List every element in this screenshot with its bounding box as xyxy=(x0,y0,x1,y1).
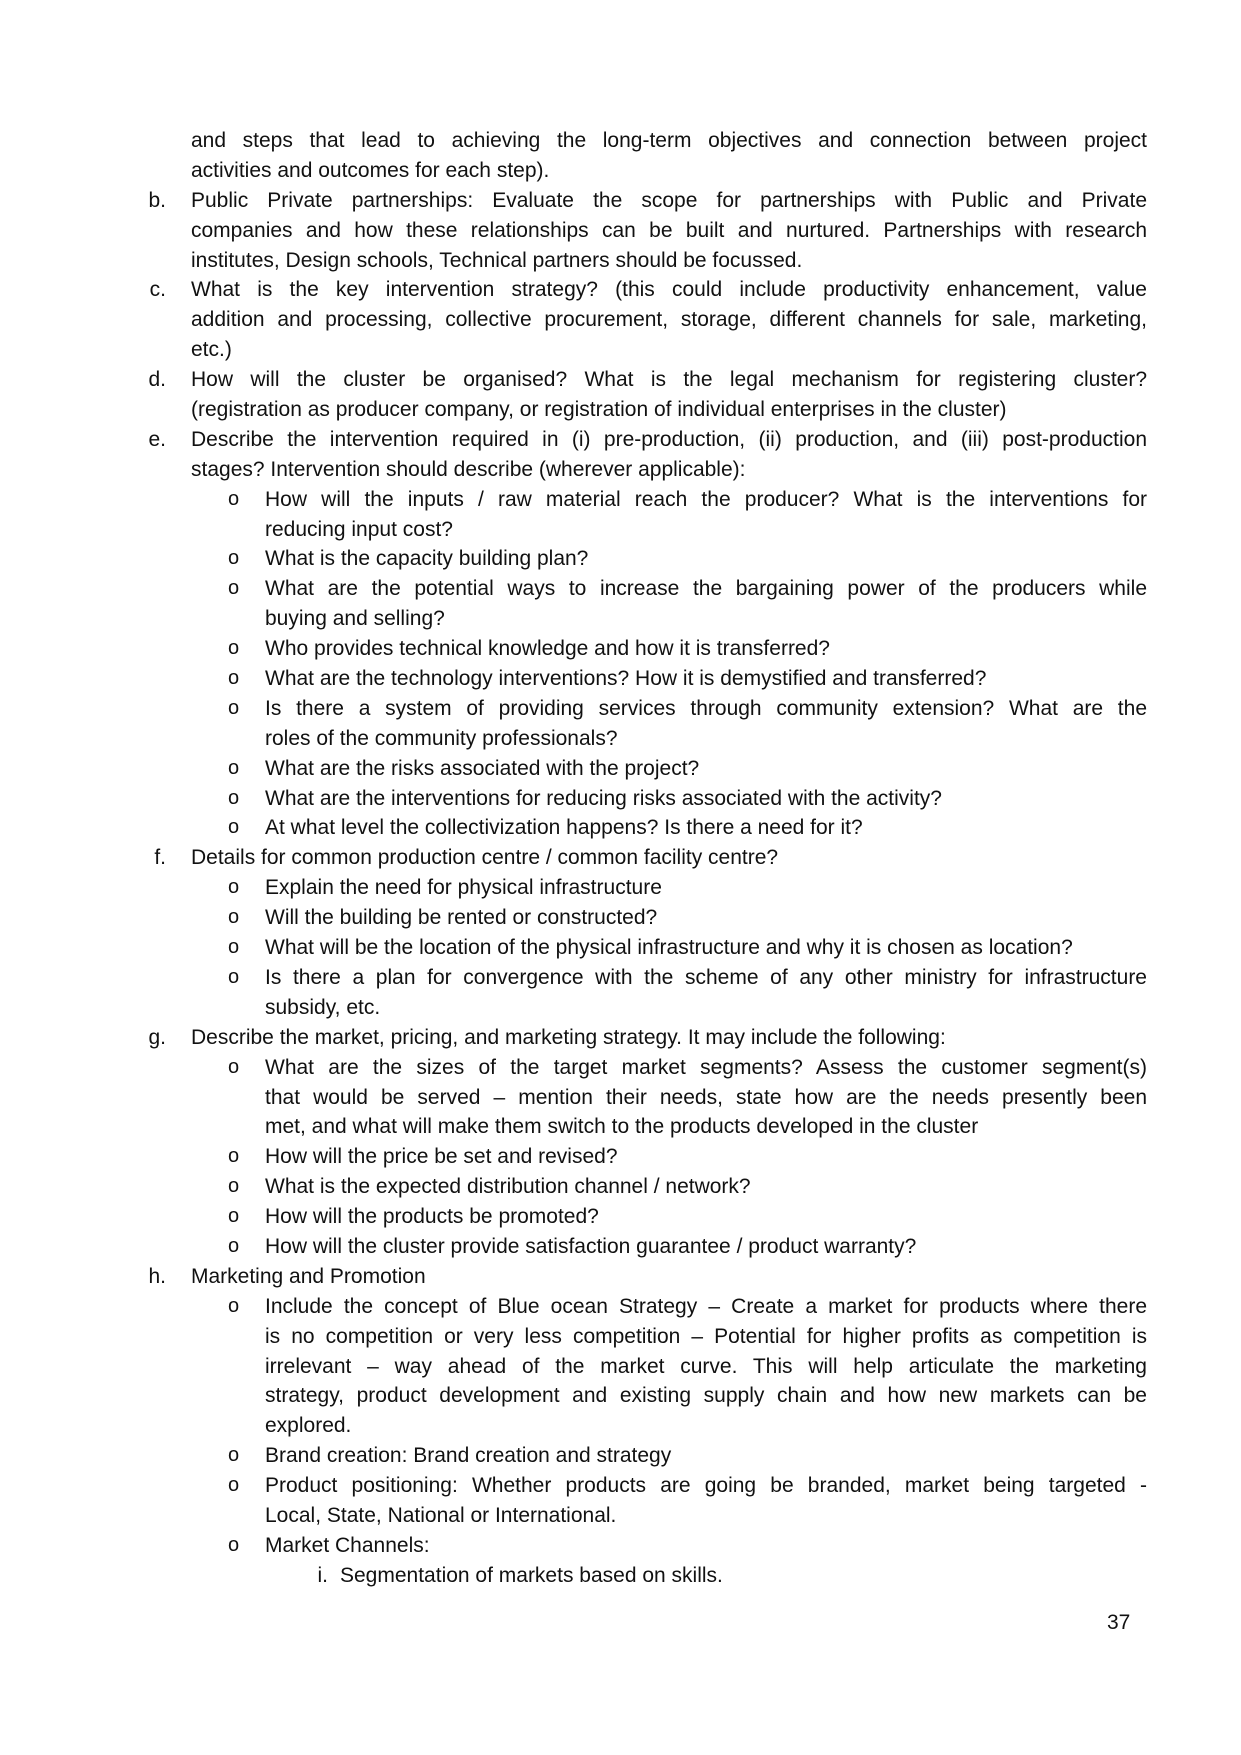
text-line xyxy=(0,425,1241,455)
text-line xyxy=(0,186,1241,216)
line-text: Segmentation of markets based on skills. xyxy=(340,1563,723,1587)
sub-list-item xyxy=(0,933,1241,963)
bullet-marker: o xyxy=(228,1474,240,1497)
line-text: How will the price be set and revised? xyxy=(265,1145,618,1169)
line-text: strategy, product development and existing supply chain and how new markets can be xyxy=(265,1384,1147,1408)
sub-list-item xyxy=(0,1142,1241,1172)
bullet-marker: o xyxy=(228,1533,240,1556)
line-text: Is there a system of providing services through community extension? What are the xyxy=(265,696,1147,720)
sub-list-item xyxy=(0,784,1241,814)
list-marker: i. xyxy=(317,1563,328,1587)
line-text: that would be served – mention their needs, state how are the needs presently been xyxy=(265,1085,1147,1109)
text-line xyxy=(0,335,1241,365)
line-text: addition and processing, collective procurement, storage, different channels for sale, marketing, xyxy=(191,308,1147,332)
list-item xyxy=(0,186,1241,276)
list-marker: d. xyxy=(148,368,166,392)
text-line xyxy=(0,933,1241,963)
bullet-marker: o xyxy=(228,936,240,959)
text-line xyxy=(0,126,1241,156)
bullet-marker: o xyxy=(228,756,240,779)
line-text: companies and how these relationships can be built and nurtured. Partnerships with research xyxy=(191,218,1147,242)
text-line xyxy=(0,246,1241,276)
sub-list-item xyxy=(0,1471,1241,1531)
list-marker: g. xyxy=(148,1025,166,1049)
line-text: stages? Intervention should describe (wherever applicable): xyxy=(191,457,746,481)
text-line xyxy=(0,1411,1241,1441)
list-marker: c. xyxy=(149,278,166,302)
list-marker: e. xyxy=(148,427,166,451)
line-text: How will the cluster provide satisfaction guarantee / product warranty? xyxy=(265,1234,917,1258)
sub-sub-list-item xyxy=(0,1561,1241,1591)
line-text: explored. xyxy=(265,1414,352,1438)
list-item xyxy=(0,126,1241,186)
text-line xyxy=(0,574,1241,604)
bullet-marker: o xyxy=(228,1205,240,1228)
line-text: What are the sizes of the target market segments? Assess the customer segment(s) xyxy=(265,1055,1147,1079)
line-text: What are the potential ways to increase the bargaining power of the producers while xyxy=(265,577,1147,601)
line-text: What are the technology interventions? How it is demystified and transferred? xyxy=(265,667,987,691)
line-text: Marketing and Promotion xyxy=(191,1264,426,1288)
text-line xyxy=(0,873,1241,903)
bullet-marker: o xyxy=(228,906,240,929)
bullet-marker: o xyxy=(228,786,240,809)
text-line xyxy=(0,1142,1241,1172)
list-item xyxy=(0,275,1241,365)
document-body xyxy=(0,126,1241,1591)
sub-list-item xyxy=(0,963,1241,1023)
bullet-marker: o xyxy=(228,1145,240,1168)
line-text: subsidy, etc. xyxy=(265,995,381,1019)
sub-list-item xyxy=(0,1441,1241,1471)
line-text: irrelevant – way ahead of the market curve. This will help articulate the marketing xyxy=(265,1354,1147,1378)
text-line xyxy=(0,993,1241,1023)
text-line xyxy=(0,903,1241,933)
text-line xyxy=(0,843,1241,873)
text-line xyxy=(0,216,1241,246)
bullet-marker: o xyxy=(228,577,240,600)
line-text: What are the risks associated with the project? xyxy=(265,756,700,780)
bullet-marker: o xyxy=(228,637,240,660)
text-line xyxy=(0,634,1241,664)
sub-list-item xyxy=(0,1172,1241,1202)
line-text: Local, State, National or International. xyxy=(265,1503,617,1527)
line-text: roles of the community professionals? xyxy=(265,726,618,750)
line-text: etc.) xyxy=(191,338,232,362)
text-line xyxy=(0,664,1241,694)
list-item xyxy=(0,425,1241,485)
text-line xyxy=(0,784,1241,814)
bullet-marker: o xyxy=(228,1234,240,1257)
text-line xyxy=(0,1112,1241,1142)
line-text: is no competition or very less competition – Potential for higher profits as competition is xyxy=(265,1324,1147,1348)
text-line xyxy=(0,1352,1241,1382)
text-line xyxy=(0,305,1241,335)
list-item xyxy=(0,843,1241,873)
bullet-marker: o xyxy=(228,547,240,570)
line-text: How will the cluster be organised? What is the legal mechanism for registering cluster? xyxy=(191,368,1147,392)
text-line xyxy=(0,485,1241,515)
page-number: 37 xyxy=(1107,1611,1131,1634)
line-text: At what level the collectivization happens? Is there a need for it? xyxy=(265,816,863,840)
text-line xyxy=(0,1172,1241,1202)
text-line xyxy=(0,1381,1241,1411)
line-text: Market Channels: xyxy=(265,1533,430,1557)
text-line xyxy=(0,724,1241,754)
sub-list-item xyxy=(0,1202,1241,1232)
text-line xyxy=(0,1471,1241,1501)
sub-list-item xyxy=(0,485,1241,545)
sub-list-item xyxy=(0,873,1241,903)
text-line xyxy=(0,1441,1241,1471)
line-text: institutes, Design schools, Technical partners should be focussed. xyxy=(191,248,803,272)
line-text: What is the key intervention strategy? (this could include productivity enhancement, value xyxy=(191,278,1147,302)
text-line xyxy=(0,694,1241,724)
text-line xyxy=(0,275,1241,305)
line-text: What are the interventions for reducing risks associated with the activity? xyxy=(265,786,942,810)
bullet-marker: o xyxy=(228,1055,240,1078)
line-text: Describe the market, pricing, and marketing strategy. It may include the following: xyxy=(191,1025,946,1049)
text-line xyxy=(0,1262,1241,1292)
text-line xyxy=(0,1531,1241,1561)
bullet-marker: o xyxy=(228,1444,240,1467)
line-text: How will the inputs / raw material reach the producer? What is the interventions for xyxy=(265,487,1147,511)
line-text: Will the building be rented or constructed? xyxy=(265,906,658,930)
line-text: Brand creation: Brand creation and strategy xyxy=(265,1444,672,1468)
text-line xyxy=(0,544,1241,574)
list-item xyxy=(0,1262,1241,1292)
line-text: Include the concept of Blue ocean Strategy – Create a market for products where there xyxy=(265,1294,1147,1318)
text-line xyxy=(0,1053,1241,1083)
sub-list-item xyxy=(0,903,1241,933)
list-item xyxy=(0,365,1241,425)
bullet-marker: o xyxy=(228,487,240,510)
line-text: activities and outcomes for each step). xyxy=(191,158,550,182)
list-marker: f. xyxy=(154,846,166,870)
sub-list-item xyxy=(0,694,1241,754)
line-text: Public Private partnerships: Evaluate the scope for partnerships with Public and Private xyxy=(191,188,1147,212)
bullet-marker: o xyxy=(228,696,240,719)
line-text: Describe the intervention required in (i) pre-production, (ii) production, and (iii) post-production xyxy=(191,427,1147,451)
sub-list-item xyxy=(0,664,1241,694)
line-text: Who provides technical knowledge and how it is transferred? xyxy=(265,637,830,661)
text-line xyxy=(0,1322,1241,1352)
bullet-marker: o xyxy=(228,1294,240,1317)
list-marker: b. xyxy=(148,188,166,212)
text-line xyxy=(0,156,1241,186)
line-text: reducing input cost? xyxy=(265,517,453,541)
line-text: Is there a plan for convergence with the scheme of any other ministry for infrastructure xyxy=(265,965,1147,989)
sub-list-item xyxy=(0,754,1241,784)
text-line xyxy=(0,1202,1241,1232)
bullet-marker: o xyxy=(228,1175,240,1198)
text-line xyxy=(0,813,1241,843)
line-text: Details for common production centre / common facility centre? xyxy=(191,846,779,870)
text-line xyxy=(0,754,1241,784)
text-line xyxy=(0,1023,1241,1053)
text-line xyxy=(0,395,1241,425)
line-text: What is the expected distribution channel / network? xyxy=(265,1175,751,1199)
bullet-marker: o xyxy=(228,965,240,988)
line-text: (registration as producer company, or registration of individual enterprises in the cluster) xyxy=(191,398,1007,422)
list-marker: h. xyxy=(148,1264,166,1288)
bullet-marker: o xyxy=(228,876,240,899)
sub-list-item xyxy=(0,1053,1241,1143)
bullet-marker: o xyxy=(228,816,240,839)
sub-list-item xyxy=(0,1292,1241,1441)
text-line xyxy=(0,1561,1241,1591)
line-text: How will the products be promoted? xyxy=(265,1205,599,1229)
line-text: buying and selling? xyxy=(265,607,445,631)
text-line xyxy=(0,515,1241,545)
sub-list-item xyxy=(0,813,1241,843)
text-line xyxy=(0,1292,1241,1322)
sub-list-item xyxy=(0,1232,1241,1262)
text-line xyxy=(0,1083,1241,1113)
line-text: Explain the need for physical infrastructure xyxy=(265,876,662,900)
text-line xyxy=(0,1501,1241,1531)
sub-list-item xyxy=(0,1531,1241,1561)
sub-list-item xyxy=(0,634,1241,664)
sub-list-item xyxy=(0,574,1241,634)
text-line xyxy=(0,455,1241,485)
line-text: and steps that lead to achieving the long-term objectives and connection between project xyxy=(191,129,1147,152)
text-line xyxy=(0,604,1241,634)
line-text: Product positioning: Whether products are going be branded, market being targeted - xyxy=(265,1474,1147,1498)
list-item xyxy=(0,1023,1241,1053)
bullet-marker: o xyxy=(228,667,240,690)
sub-list-item xyxy=(0,544,1241,574)
text-line xyxy=(0,963,1241,993)
line-text: What is the capacity building plan? xyxy=(265,547,589,571)
line-text: What will be the location of the physical infrastructure and why it is chosen as location? xyxy=(265,936,1073,960)
line-text: met, and what will make them switch to the products developed in the cluster xyxy=(265,1115,979,1139)
text-line xyxy=(0,1232,1241,1262)
text-line xyxy=(0,365,1241,395)
